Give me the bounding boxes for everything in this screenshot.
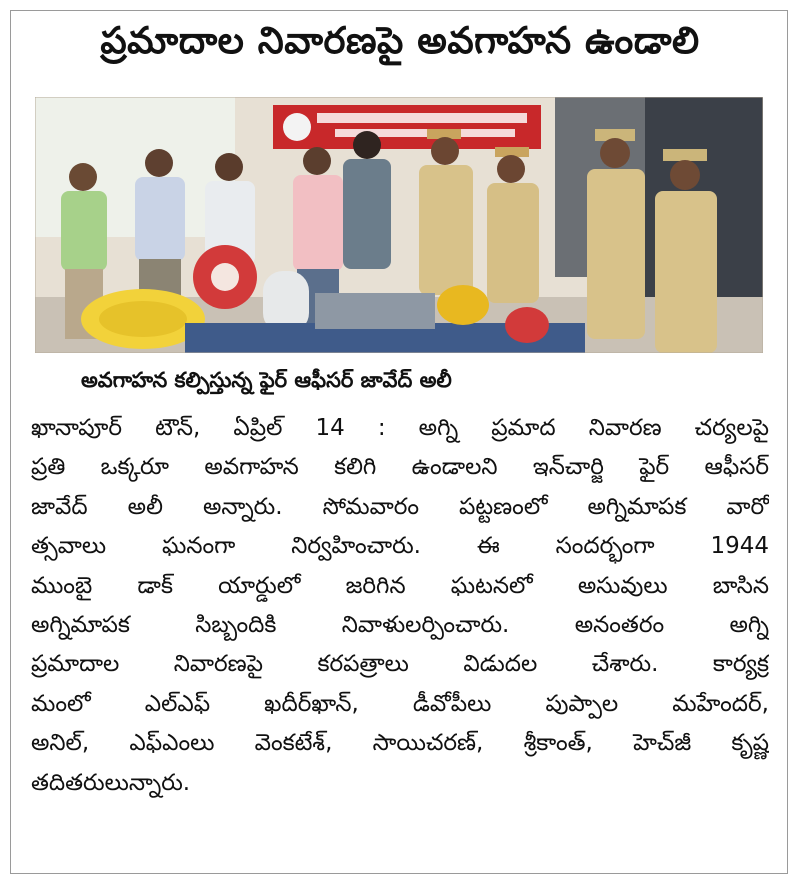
body-line: జావేద్ అలీ అన్నారు. సోమవారం పట్టణంలో అగ్నిమాపక వారో [31,493,769,520]
news-photo [35,97,763,353]
body-line: అనిల్, ఎఫ్ఎంలు వెంకటేశ్, సాయిచరణ్, శ్రీకాంత్, హెచ్‌జీ కృష్ణ [31,730,769,757]
banner-text-strip [317,113,527,123]
photo-caption: అవగాహన కల్పిస్తున్న ఫైర్ ఆఫీసర్ జావేద్ అలీ [81,368,452,392]
body-line: ముంబై డాక్ యార్డులో జరిగిన ఘటనలో అసువులు బాసిన [31,572,769,599]
banner [273,105,541,149]
body-line: మంలో ఎల్ఎఫ్ ఖదీర్‌ఖాన్, డీవోపీలు పుప్పాల మహేందర్, [31,690,769,717]
body-line: తదితరులున్నారు. [31,769,191,796]
article-body [31,409,769,803]
red-helmet [505,307,549,343]
news-clipping [10,10,788,874]
yellow-helmet [437,285,489,325]
fire-hose [193,245,257,309]
body-line: ప్రమాదాల నివారణపై కరపత్రాలు విడుదల చేశారు. కార్యక్ర [31,651,769,678]
body-line: ఖానాపూర్ టౌన్, ఏప్రిల్ 14 : అగ్ని ప్రమాద నివారణ చర్యలపై [31,415,769,441]
body-line: త్సవాలు ఘనంగా నిర్వహించారు. ఈ సందర్భంగా 1944 [31,533,769,560]
headline: ప్రమాదాల నివారణపై అవగాహన ఉండాలి [100,19,700,62]
body-line: ప్రతి ఒక్కరూ అవగాహన కలిగి ఉండాలని ఇన్‌చార్జి ఫైర్ ఆఫీసర్ [31,454,769,481]
banner-emblem [283,113,311,141]
body-line: అగ్నిమాపక సిబ్బందికి నివాళులర్పించారు. అనంతరం అగ్ని [31,611,769,638]
photo-illustration [35,97,763,353]
